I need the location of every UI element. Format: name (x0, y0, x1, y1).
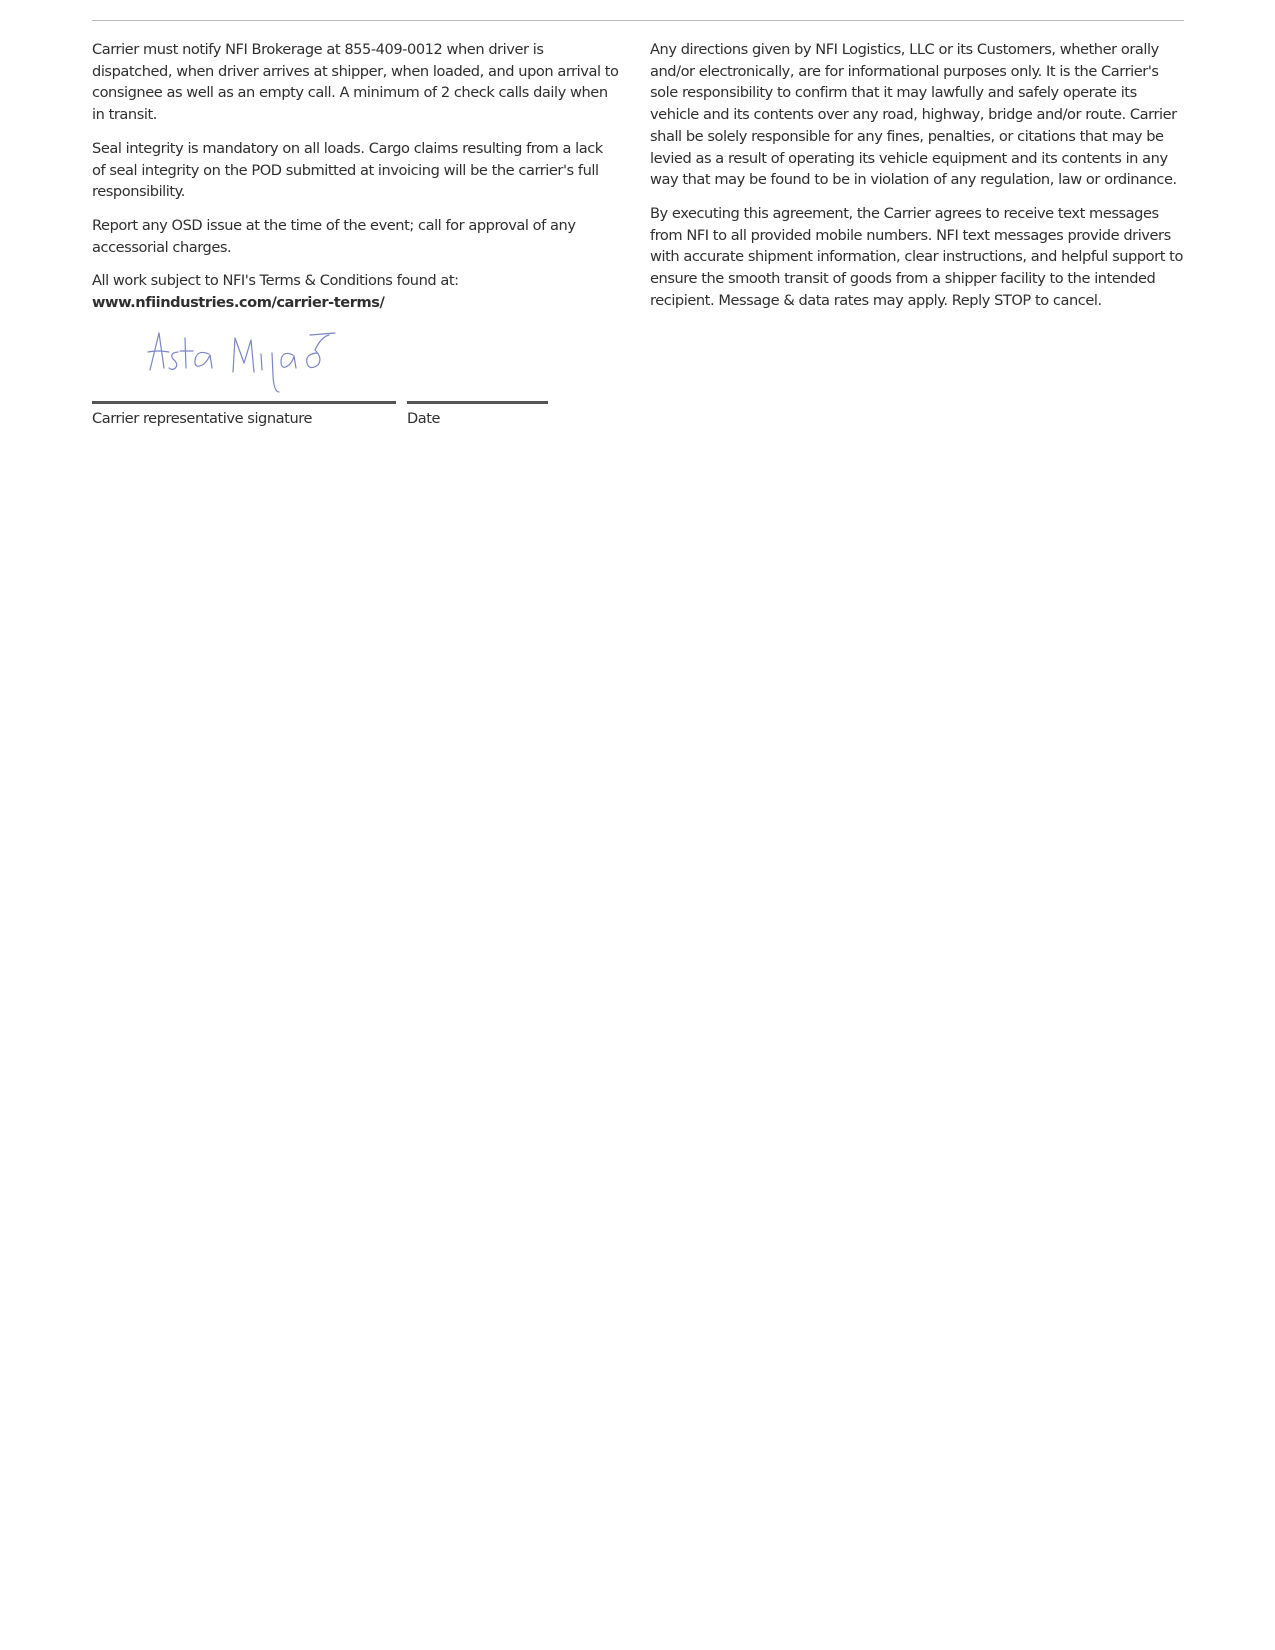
date-label: Date (407, 410, 441, 427)
signature-line[interactable] (92, 401, 396, 404)
osd-report-paragraph: Report any OSD issue at the time of the event; call for approval of any accessorial charges. (92, 216, 576, 256)
right-column (650, 39, 1186, 323)
terms-text: All work subject to NFI's Terms & Conditions found at: (92, 272, 459, 290)
terms-url-link[interactable]: www.nfiindustries.com/carrier-terms/ (92, 294, 385, 312)
left-column (92, 39, 620, 326)
seal-integrity-paragraph: Seal integrity is mandatory on all loads. Cargo claims resulting from a lack of seal integrity on the POD submitted at invoicing will be the carrier's full responsibility. (92, 139, 603, 201)
terms-paragraph (92, 270, 620, 313)
signature-block (92, 330, 652, 430)
signature-label: Carrier representative signature (92, 410, 312, 427)
text-message-consent-paragraph: By executing this agreement, the Carrier agrees to receive text messages from NFI to all provided mobile numbers. NFI text messages provide drivers with accurate shipment information, clear instructions, and helpful support to ensure the smooth transit of goods from a shipper facility to the intended recipient. Message & data rates may apply. Reply STOP to cancel. (650, 204, 1183, 309)
directions-disclaimer-paragraph: Any directions given by NFI Logistics, LLC or its Customers, whether orally and/or electronically, are for informational purposes only. It is the Carrier's sole responsibility to confirm that it may lawfully and safely operate its vehicle and its contents over any road, highway, bridge and/or route. Carrier shall be solely responsible for any fines, penalties, or citations that may be levied as a result of operating its vehicle equipment and its contents in any way that may be found to be in violation of any regulation, law or ordinance. (650, 41, 1177, 189)
dispatch-notice-paragraph: Carrier must notify NFI Brokerage at 855-409-0012 when driver is dispatched, when driver arrives at shipper, when loaded, and upon arrival to consignee as well as an empty call. A minimum of 2 check calls daily when in transit. (92, 41, 619, 124)
top-divider (92, 20, 1184, 21)
date-line[interactable] (407, 401, 548, 404)
